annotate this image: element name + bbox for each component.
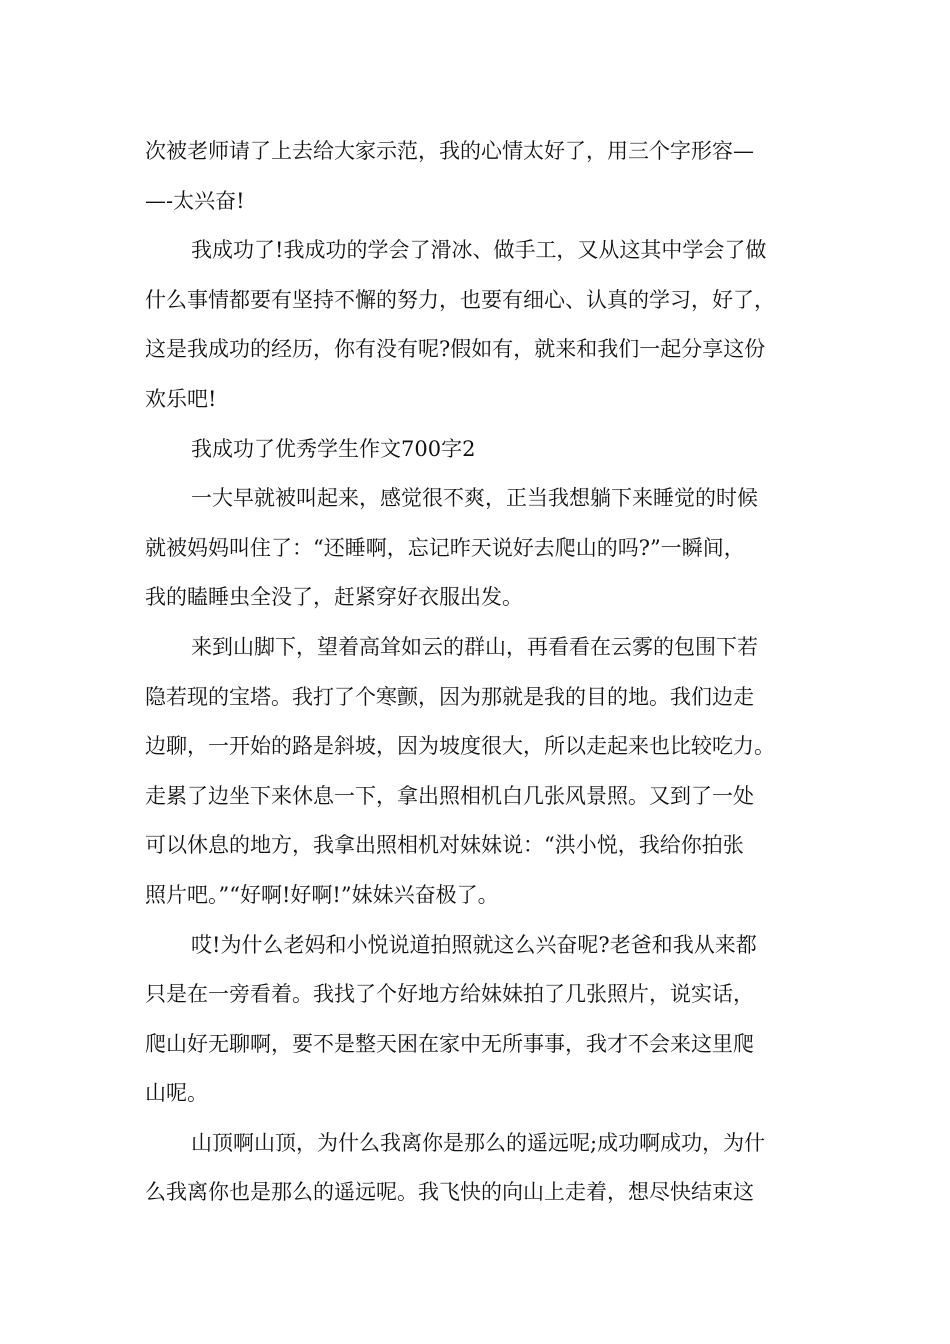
- text-line: 可以休息的地方，我拿出照相机对妹妹说：“洪小悦，我给你拍张: [145, 833, 744, 858]
- text-line: 这是我成功的经历，你有没有呢?假如有，就来和我们一起分享这份: [145, 337, 766, 362]
- paragraph-start-line: 我成功了!我成功的学会了滑冰、做手工，又从这其中学会了做: [191, 238, 767, 263]
- text-line: 爬山好无聊啊，要不是整天困在家中无所事事，我才不会来这里爬: [145, 1031, 754, 1056]
- paragraph-start-line: 山顶啊山顶，为什么我离你是那么的遥远呢;成功啊成功，为什: [191, 1130, 766, 1155]
- text-line: 照片吧。”“好啊!好啊!”妹妹兴奋极了。: [145, 882, 499, 907]
- text-line: 走累了边坐下来休息一下，拿出照相机白几张风景照。又到了一处: [145, 783, 754, 808]
- paragraph-start-line: 一大早就被叫起来，感觉很不爽，正当我想躺下来睡觉的时候: [191, 486, 758, 511]
- text-line: 次被老师请了上去给大家示范，我的心情太好了，用三个字形容—: [145, 139, 754, 163]
- text-line: 什么事情都要有坚持不懈的努力，也要有细心、认真的学习，好了，: [145, 287, 775, 312]
- essay-body: [145, 127, 845, 1218]
- text-line: 就被妈妈叫住了：“还睡啊，忘记昨天说好去爬山的吗?”一瞬间，: [145, 535, 745, 560]
- section-title: 我成功了优秀学生作文700字2: [191, 436, 476, 461]
- text-line: 欢乐吧!: [145, 386, 217, 411]
- text-line: 山呢。: [145, 1081, 208, 1106]
- text-line: —-太兴奋!: [145, 188, 245, 213]
- text-line: 么我离你也是那么的遥远呢。我飞快的向山上走着，想尽快结束这: [145, 1180, 754, 1205]
- text-line: 隐若现的宝塔。我打了个寒颤，因为那就是我的目的地。我们边走: [145, 684, 754, 709]
- paragraph-start-line: 哎!为什么老妈和小悦说道拍照就这么兴奋呢?老爸和我从来都: [191, 932, 757, 957]
- paragraph-start-line: 来到山脚下，望着高耸如云的群山，再看看在云雾的包围下若: [191, 634, 758, 659]
- text-line: 只是在一旁看着。我找了个好地方给妹妹拍了几张照片，说实话，: [145, 982, 754, 1007]
- text-line: 我的瞌睡虫全没了，赶紧穿好衣服出发。: [145, 585, 523, 610]
- text-line: 边聊，一开始的路是斜坡，因为坡度很大，所以走起来也比较吃力。: [145, 734, 775, 759]
